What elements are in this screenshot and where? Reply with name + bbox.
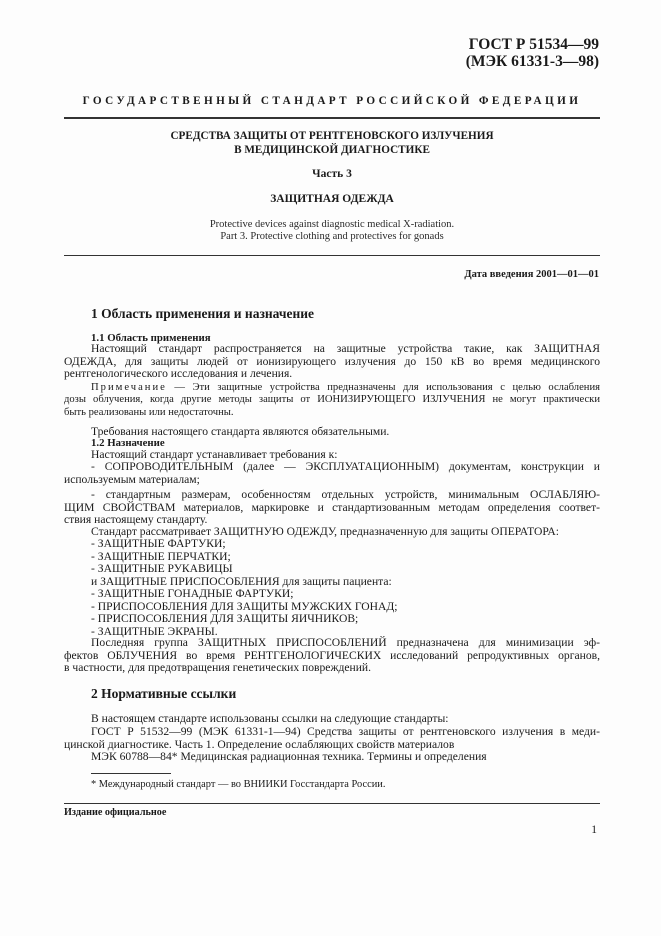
requirement-item-2-line-2: ЩИМ СВОЙСТВАМ материалов, маркировке и стандартизованным методам определения соответ- (64, 500, 600, 514)
last-group-line-3: в частности, для предотвращения генетических повреждений. (64, 661, 372, 675)
footnote: * Международный стандарт — во ВНИИКИ Госстандарта России. (91, 779, 386, 790)
english-title-line-2: Part 3. Protective clothing and protectives for gonads (220, 231, 444, 242)
standard-subtitle: ЗАЩИТНАЯ ОДЕЖДА (270, 193, 394, 205)
list-item: - ПРИСПОСОБЛЕНИЯ ДЛЯ ЗАЩИТЫ ЯИЧНИКОВ; (91, 612, 359, 626)
scope-paragraph (64, 343, 600, 381)
title-line-1: СРЕДСТВА ЗАЩИТЫ ОТ РЕНТГЕНОВСКОГО ИЗЛУЧЕНИЯ (170, 130, 494, 142)
purpose-intro: Настоящий стандарт устанавливает требования к: (91, 448, 338, 461)
subsection-1-2-heading: 1.2 Назначение (91, 437, 165, 449)
clothing-list (91, 538, 600, 576)
note-line-3: быть реализованы или недостаточны. (64, 406, 234, 418)
mandatory-statement: Требования настоящего стандарта являются обязательными. (91, 425, 390, 438)
requirement-item-2-line-3: ствия настоящему стандарту. (64, 513, 208, 527)
scope-line-1: Настоящий стандарт распространяется на защитные устройства такие, как ЗАЩИТНАЯ (91, 342, 600, 355)
scope-line-3: рентгенологического исследования и лечения. (64, 367, 293, 381)
reference-2: МЭК 60788—84* Медицинская радиационная техника. Термины и определения (91, 750, 487, 763)
requirement-item-2-line-1: - стандартным размерам, особенностям отдельных устройств, минимальным ОСЛАБЛЯЮ- (91, 488, 600, 501)
last-group-line-2: фектов ОБЛУЧЕНИЯ во время РЕНТГЕНОЛОГИЧЕСКИХ исследований репродуктивных органов, (64, 648, 600, 662)
section-1-heading: 1 Область применения и назначение (91, 306, 315, 321)
introduction-date: Дата введения 2001—01—01 (464, 269, 599, 280)
state-standard-heading: ГОСУДАРСТВЕННЫЙ СТАНДАРТ РОССИЙСКОЙ ФЕДЕРАЦИИ (82, 95, 582, 107)
subsection-1-1-heading: 1.1 Область применения (91, 332, 211, 344)
requirement-item-2 (64, 489, 600, 527)
note-paragraph (64, 382, 600, 419)
list-item: - ЗАЩИТНЫЕ ЭКРАНЫ. (91, 624, 218, 638)
note-line-2: дозы облучения, когда другие методы защиты от ИОНИЗИРУЮЩЕГО ИЗЛУЧЕНИЯ не могут практически (64, 394, 600, 406)
footer-rule (64, 803, 600, 804)
references-intro: В настоящем стандарте использованы ссылки на следующие стандарты: (91, 712, 449, 725)
document-number (466, 36, 599, 70)
devices-intro: и ЗАЩИТНЫЕ ПРИСПОСОБЛЕНИЯ для защиты пациента: (91, 575, 392, 588)
reference-1-line-2: цинской диагностике. Часть 1. Определение ослабляющих свойств материалов (64, 737, 455, 751)
last-group-paragraph (64, 637, 600, 675)
clothing-intro: Стандарт рассматривает ЗАЩИТНУЮ ОДЕЖДУ, предназначенную для защиты ОПЕРАТОРА: (91, 525, 559, 538)
title-line-2: В МЕДИЦИНСКОЙ ДИАГНОСТИКЕ (234, 144, 430, 156)
title-rule (64, 255, 600, 256)
official-edition-label: Издание официальное (64, 807, 167, 818)
page-number: 1 (591, 824, 597, 836)
standard-title (64, 129, 600, 157)
reference-1 (64, 726, 600, 751)
note-label: Примечание (91, 382, 167, 393)
part-label: Часть 3 (312, 168, 352, 180)
footnote-rule (91, 773, 171, 774)
iec-number: (МЭК 61331-3—98) (465, 53, 599, 70)
list-item: - ЗАЩИТНЫЕ РУКАВИЦЫ (91, 562, 233, 576)
header-rule (64, 117, 600, 119)
list-item: - ЗАЩИТНЫЕ ФАРТУКИ; (91, 537, 226, 550)
scope-line-2: ОДЕЖДА, для защиты людей от ионизирующего излучения до 150 кВ во время медицинского (64, 354, 600, 368)
list-item: - ПРИСПОСОБЛЕНИЯ ДЛЯ ЗАЩИТЫ МУЖСКИХ ГОНАД; (91, 599, 398, 613)
section-2-heading: 2 Нормативные ссылки (91, 686, 237, 701)
gost-number: ГОСТ Р 51534—99 (468, 36, 599, 53)
requirement-item-1-line-2: используемым материалам; (64, 472, 200, 486)
reference-1-line-1: ГОСТ Р 51532—99 (МЭК 61331-1—94) Средства защиты от рентгеновского излучения в меди- (91, 725, 600, 738)
requirement-item-1-line-1: - СОПРОВОДИТЕЛЬНЫМ (далее — ЭКСПЛУАТАЦИОННЫМ) документам, конструкции и (91, 460, 600, 473)
english-title-line-1: Protective devices against diagnostic medical X-radiation. (209, 219, 455, 230)
english-title (64, 219, 600, 243)
last-group-line-1: Последняя группа ЗАЩИТНЫХ ПРИСПОСОБЛЕНИЙ предназначена для минимизации эф- (91, 636, 600, 649)
requirement-item-1 (64, 461, 600, 486)
list-item: - ЗАЩИТНЫЕ ПЕРЧАТКИ; (91, 549, 231, 563)
list-item: - ЗАЩИТНЫЕ ГОНАДНЫЕ ФАРТУКИ; (91, 587, 294, 600)
note-text: — Эти защитные устройства предназначены для использования с целью ослабления (166, 382, 600, 393)
devices-list (91, 588, 600, 638)
